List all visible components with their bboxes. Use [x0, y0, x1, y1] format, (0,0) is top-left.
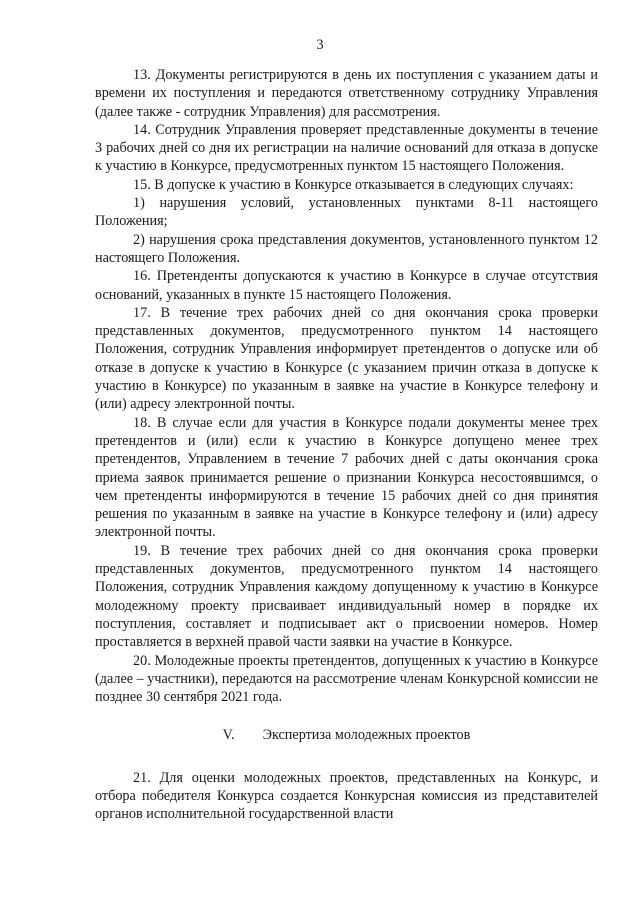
paragraph-18: 18. В случае если для участия в Конкурсе подали документы менее трех претендентов и (или) если к участию в Конкурсе допущено менее трех претендентов, Управлением в течение 7 рабочих дней с даты окончания срока приема заявок принимается решение о признании Конкурса несостоявшимся, о чем претенденты информируются в течение 15 рабочих дней со дня принятия решения по указанным в заявке на участие в Конкурсе телефону и (или) адресу электронной почты.: [95, 414, 598, 541]
paragraph-14: 14. Сотрудник Управления проверяет представленные документы в течение 3 рабочих дней со дня их регистрации на наличие оснований для отказа в допуске к участию в Конкурсе, предусмотренных пунктом 15 настоящего Положения.: [95, 121, 598, 175]
paragraph-17: 17. В течение трех рабочих дней со дня окончания срока проверки представленных документов, предусмотренного пунктом 14 настоящего Положения, сотрудник Управления информирует претендентов о допуске или об отказе в допуске к участию в Конкурсе (с указанием причин отказа в допуске к участию в Конкурсе) по указанным в заявке на участие в Конкурсе телефону и (или) адресу электронной почты.: [95, 304, 598, 413]
page-number: 3: [316, 37, 324, 53]
paragraph-15-item-2: 2) нарушения срока представления документов, установленного пунктом 12 настоящего Положения.: [95, 231, 598, 266]
paragraph-20: 20. Молодежные проекты претендентов, допущенных к участию в Конкурсе (далее – участники), передаются на рассмотрение членам Конкурсной комиссии не позднее 30 сентября 2021 года.: [95, 652, 598, 706]
document-body: [95, 66, 598, 824]
section-title: Экспертиза молодежных проектов: [262, 727, 471, 744]
section-heading: [95, 726, 598, 744]
paragraph-15: 15. В допуске к участию в Конкурсе отказывается в следующих случаях:: [133, 176, 574, 193]
paragraph-21: 21. Для оценки молодежных проектов, представленных на Конкурс, и отбора победителя Конкурса создается Конкурсная комиссия из представителей органов исполнительной государственной власти: [95, 769, 598, 823]
paragraph-13: 13. Документы регистрируются в день их поступления с указанием даты и времени их поступления и передаются ответственному сотруднику Управления (далее также - сотрудник Управления) для рассмотрения.: [95, 67, 598, 120]
paragraph-19: 19. В течение трех рабочих дней со дня окончания срока проверки представленных документов, предусмотренного пунктом 14 настоящего Положения, сотрудник Управления каждому допущенному к участию в Конкурсе молодежному проекту присваивает индивидуальный номер в порядке их поступления, составляет и подписывает акт о присвоении номеров. Номер проставляется в верхней правой части заявки на участие в Конкурсе.: [95, 542, 598, 651]
section-number: V.: [222, 727, 235, 744]
paragraph-16: 16. Претенденты допускаются к участию в Конкурсе в случае отсутствия оснований, указанных в пункте 15 настоящего Положения.: [95, 268, 598, 303]
paragraph-15-item-1: 1) нарушения условий, установленных пунктами 8-11 настоящего Положения;: [95, 195, 598, 230]
